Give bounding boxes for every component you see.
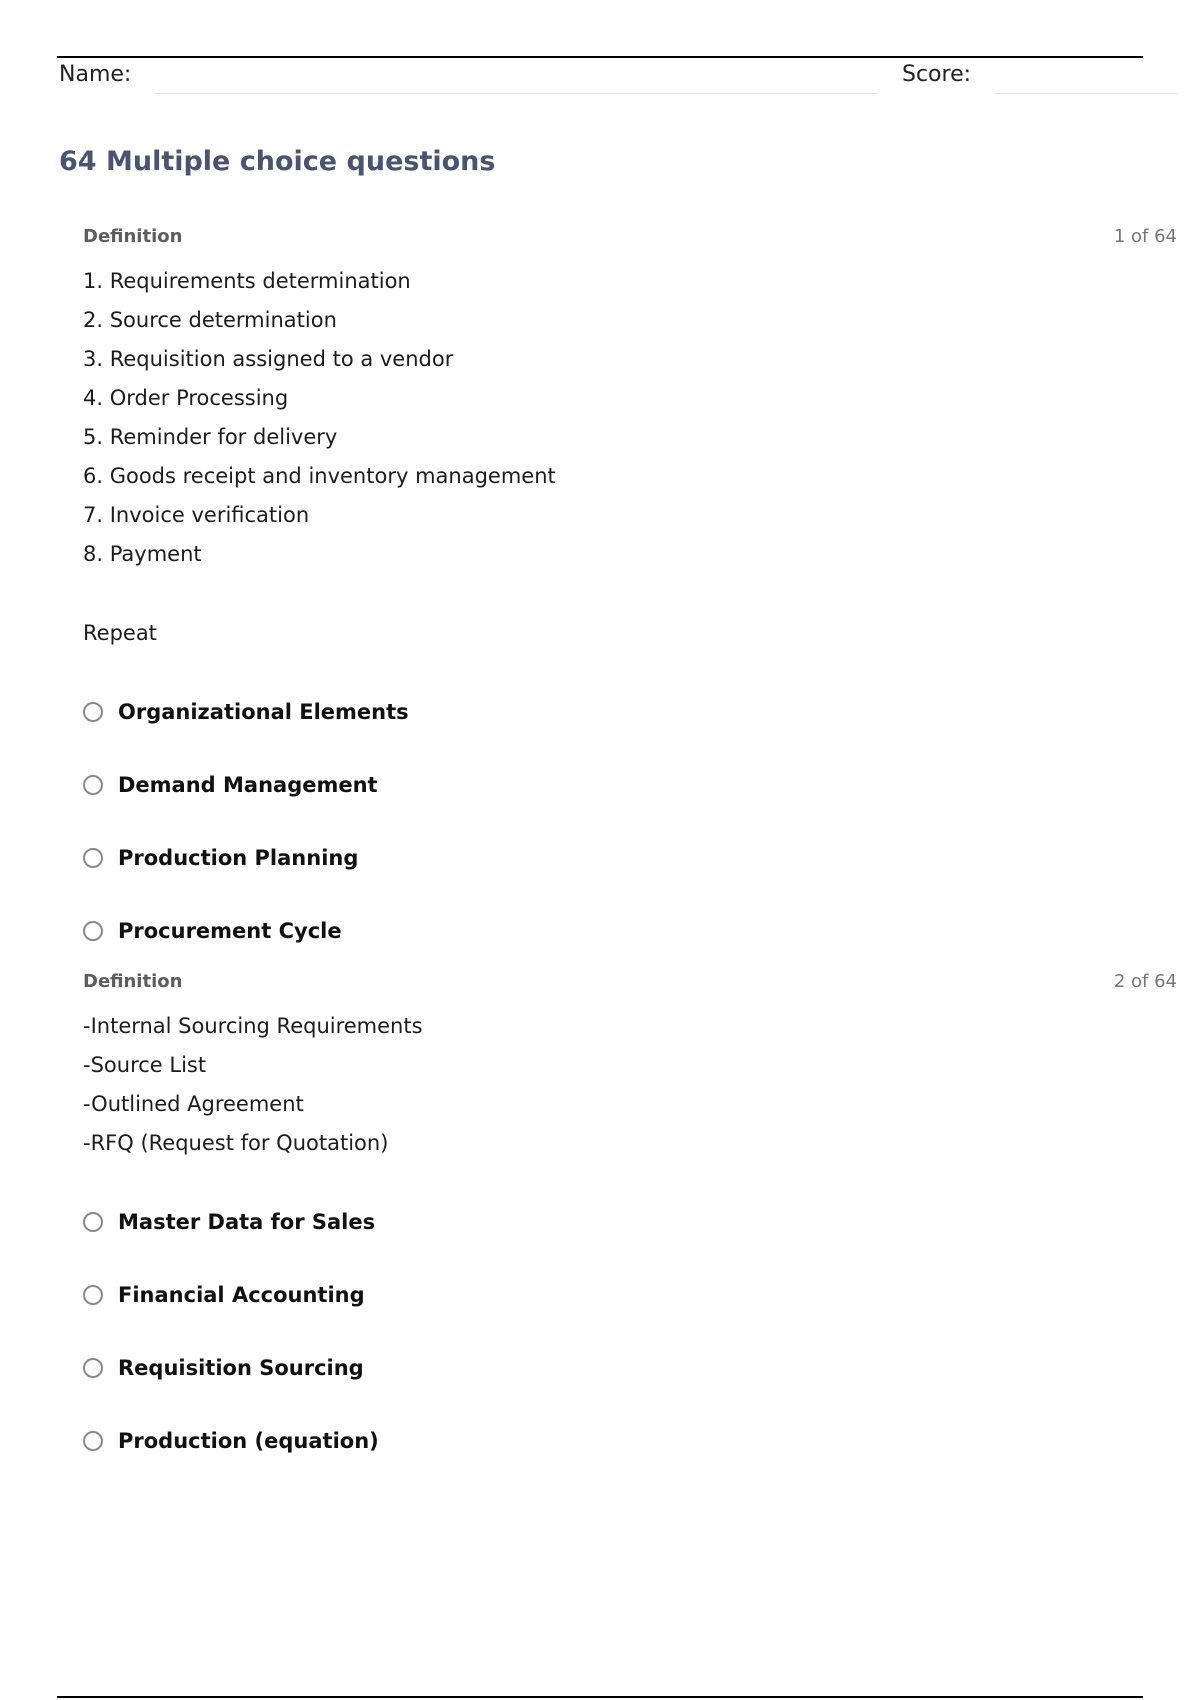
prompt-line: 2. Source determination bbox=[83, 308, 337, 332]
question-counter: 2 of 64 bbox=[1113, 971, 1177, 992]
name-field-line[interactable] bbox=[154, 93, 878, 94]
radio-button-icon[interactable] bbox=[83, 1285, 103, 1305]
top-rule bbox=[57, 56, 1143, 58]
answer-option[interactable] bbox=[83, 1185, 1177, 1258]
answer-option[interactable] bbox=[83, 1404, 1177, 1477]
bottom-rule bbox=[57, 1696, 1143, 1698]
answer-option-label: Production (equation) bbox=[118, 1428, 379, 1453]
answer-option-label: Organizational Elements bbox=[118, 699, 409, 724]
answer-option-label: Financial Accounting bbox=[118, 1282, 365, 1307]
answer-option-label: Demand Management bbox=[118, 772, 378, 797]
answer-option[interactable] bbox=[83, 894, 1177, 967]
answer-option[interactable] bbox=[83, 675, 1177, 748]
question-type-label: Definition bbox=[83, 226, 183, 247]
answer-options bbox=[83, 1185, 1177, 1477]
question-prompt bbox=[83, 1007, 1177, 1163]
answer-option[interactable] bbox=[83, 1331, 1177, 1404]
prompt-line: -Outlined Agreement bbox=[83, 1092, 304, 1116]
prompt-line: 5. Reminder for delivery bbox=[83, 425, 338, 449]
prompt-line: 7. Invoice verification bbox=[83, 503, 310, 527]
prompt-line: 6. Goods receipt and inventory management bbox=[83, 464, 556, 488]
page-title: 64 Multiple choice questions bbox=[59, 146, 496, 177]
question-1 bbox=[83, 226, 1177, 967]
prompt-line: -Internal Sourcing Requirements bbox=[83, 1014, 423, 1038]
question-counter: 1 of 64 bbox=[1113, 226, 1177, 247]
prompt-line: -RFQ (Request for Quotation) bbox=[83, 1131, 389, 1155]
radio-button-icon[interactable] bbox=[83, 848, 103, 868]
prompt-line: 4. Order Processing bbox=[83, 386, 289, 410]
radio-button-icon[interactable] bbox=[83, 921, 103, 941]
prompt-line: 8. Payment bbox=[83, 542, 202, 566]
answer-option-label: Procurement Cycle bbox=[118, 918, 342, 943]
answer-option-label: Requisition Sourcing bbox=[118, 1355, 364, 1380]
answer-options bbox=[83, 675, 1177, 967]
answer-option[interactable] bbox=[83, 748, 1177, 821]
radio-button-icon[interactable] bbox=[83, 1358, 103, 1378]
prompt-repeat-text: Repeat bbox=[83, 621, 157, 645]
radio-button-icon[interactable] bbox=[83, 1431, 103, 1451]
radio-button-icon[interactable] bbox=[83, 702, 103, 722]
answer-option-label: Production Planning bbox=[118, 845, 359, 870]
question-type-label: Definition bbox=[83, 971, 183, 992]
radio-button-icon[interactable] bbox=[83, 775, 103, 795]
radio-button-icon[interactable] bbox=[83, 1212, 103, 1232]
question-2 bbox=[83, 971, 1177, 1477]
answer-option-label: Master Data for Sales bbox=[118, 1209, 376, 1234]
prompt-line: 3. Requisition assigned to a vendor bbox=[83, 347, 454, 371]
name-label: Name: bbox=[59, 62, 132, 87]
answer-option[interactable] bbox=[83, 821, 1177, 894]
score-label: Score: bbox=[902, 62, 972, 87]
score-field-line[interactable] bbox=[995, 93, 1177, 94]
prompt-line: 1. Requirements determination bbox=[83, 269, 411, 293]
prompt-line: -Source List bbox=[83, 1053, 207, 1077]
answer-option[interactable] bbox=[83, 1258, 1177, 1331]
question-prompt bbox=[83, 262, 1177, 653]
